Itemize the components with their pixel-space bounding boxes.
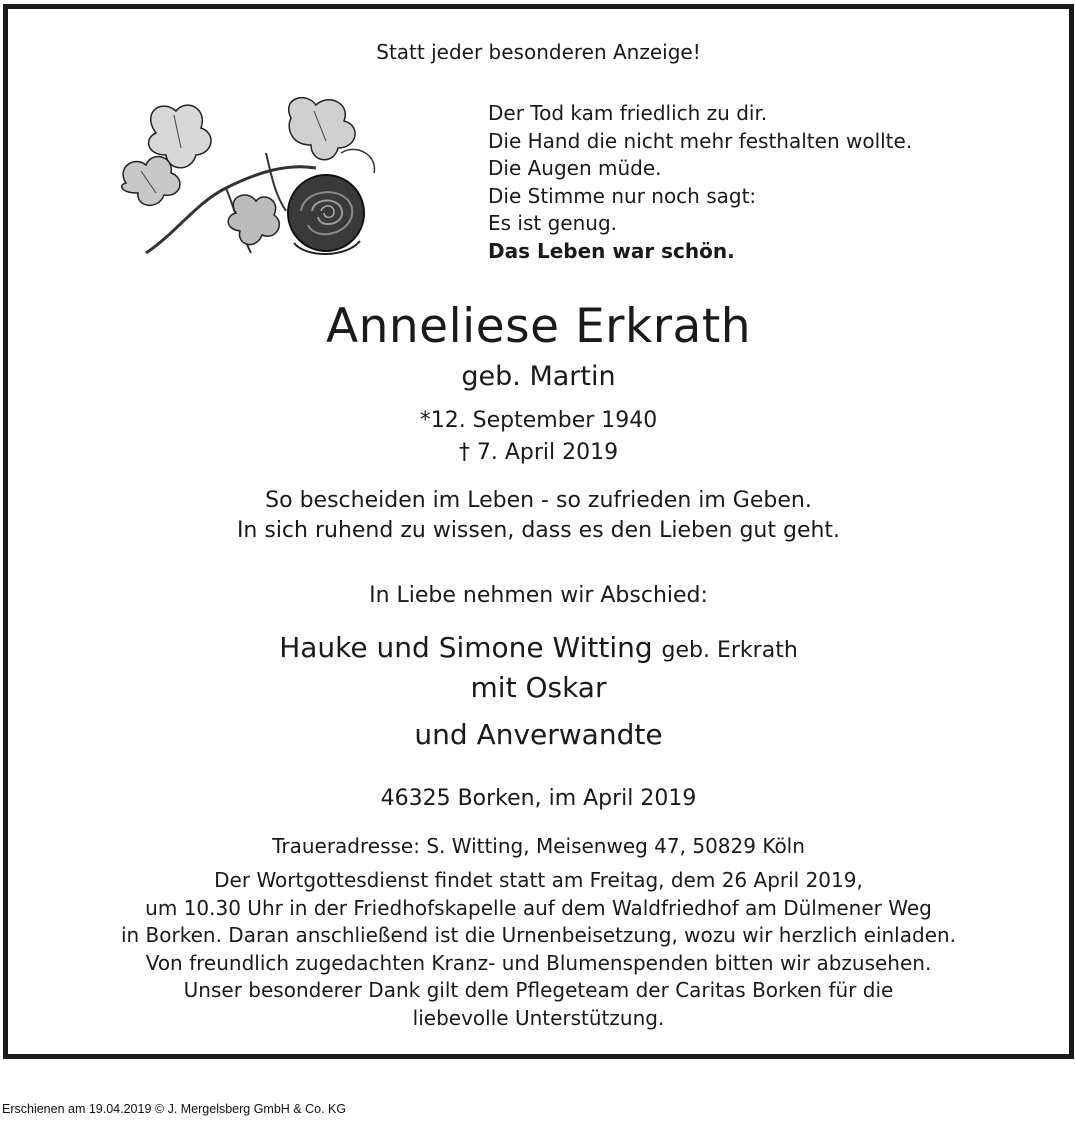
service-line: um 10.30 Uhr in der Friedhofskapelle auf dem Waldfriedhof am Dülmener Weg (145, 895, 932, 920)
mourning-address: Traueradresse: S. Witting, Meisenweg 47, 50829 Köln (272, 834, 805, 858)
mourners-family (8, 631, 1069, 664)
mourners-family-note: geb. Erkrath (661, 638, 798, 663)
rose-with-leaves-illustration (116, 93, 386, 271)
service-line: Von freundlich zugedachten Kranz- und Blumenspenden bitten wir abzusehen. (145, 950, 932, 975)
maiden-name: geb. Martin (461, 361, 616, 392)
obituary-frame (3, 4, 1074, 1059)
poem-line: Die Augen müde. (488, 156, 662, 180)
motto-line: So bescheiden im Leben - so zufrieden im Geben. (265, 488, 812, 513)
mourners-family-names: Hauke und Simone Witting (279, 631, 653, 664)
deceased-name: Anneliese Erkrath (325, 299, 752, 354)
service-line: liebevolle Unterstützung. (412, 1005, 665, 1030)
poem-line: Es ist genug. (488, 211, 617, 235)
service-line: Unser besonderer Dank gilt dem Pflegeteam der Caritas Borken für die (183, 978, 894, 1002)
service-information (8, 867, 1069, 1032)
mourners-with: mit Oskar (470, 671, 607, 704)
poem-line: Der Tod kam friedlich zu dir. (488, 101, 768, 125)
header-notice: Statt jeder besonderen Anzeige! (376, 40, 701, 64)
publication-footer: Erschienen am 19.04.2019 © J. Mergelsberg GmbH & Co. KG (2, 1102, 347, 1116)
poem-line: Die Hand die nicht mehr festhalten wollte. (488, 128, 913, 153)
mourners-relatives: und Anverwandte (414, 718, 663, 751)
poem-line: Die Stimme nur noch sagt: (488, 183, 757, 208)
death-date: † 7. April 2019 (458, 440, 619, 465)
birth-date: *12. September 1940 (419, 408, 658, 433)
service-line: Der Wortgottesdienst findet statt am Freitag, dem 26 April 2019, (214, 868, 863, 892)
service-line: in Borken. Daran anschließend ist die Urnenbeisetzung, wozu wir herzlich einladen. (120, 923, 957, 947)
motto-line: In sich ruhend zu wissen, dass es den Lieben gut geht. (236, 518, 841, 543)
poem (488, 100, 912, 265)
farewell-line: In Liebe nehmen wir Abschied: (369, 583, 708, 608)
place-date: 46325 Borken, im April 2019 (380, 786, 697, 811)
poem-closing-line: Das Leben war schön. (488, 238, 735, 263)
